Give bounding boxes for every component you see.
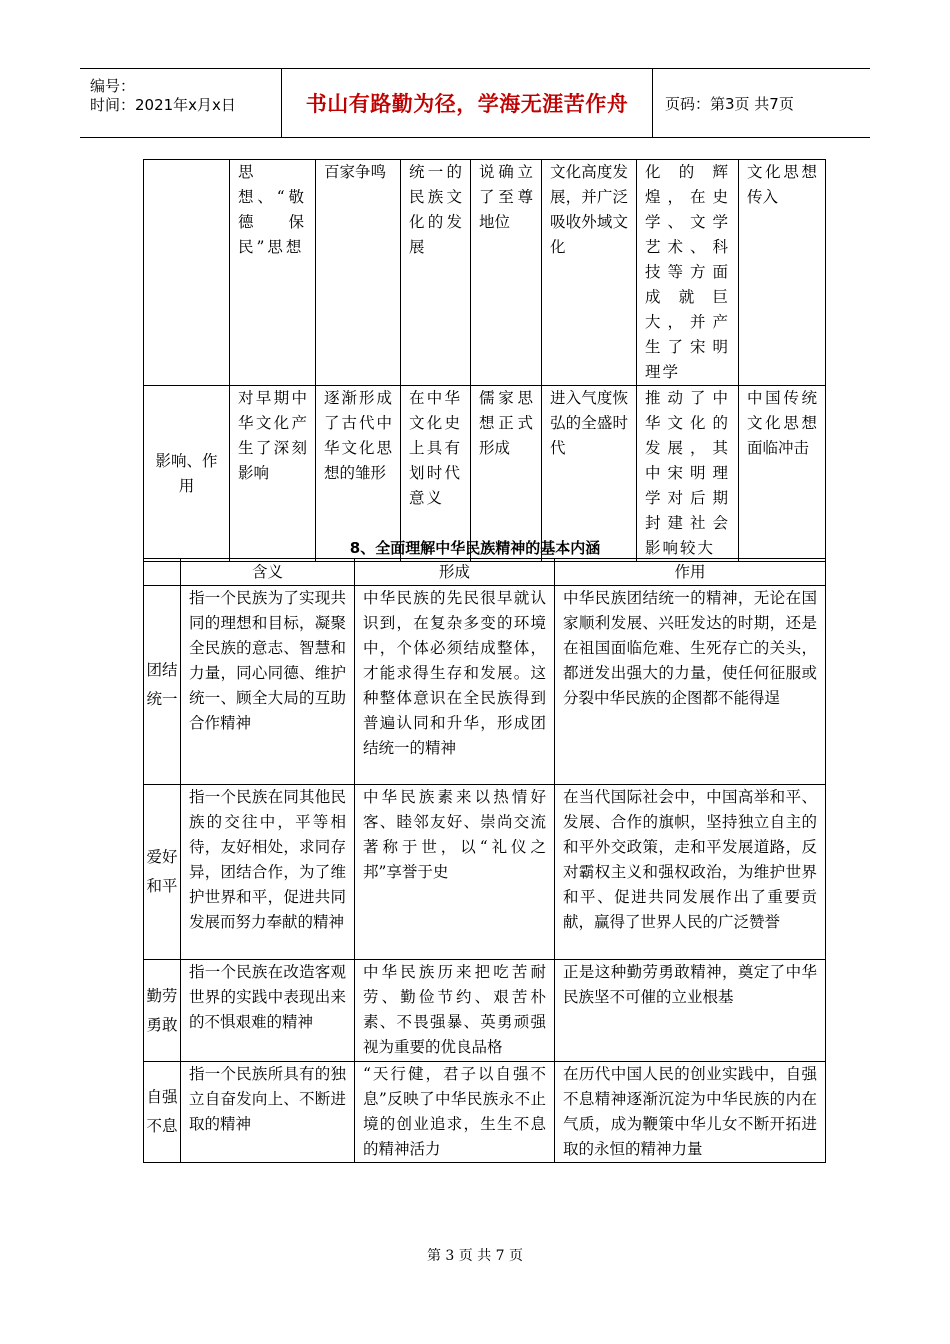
column-header: 作用 xyxy=(555,559,826,586)
document-date-label: 时间：2021年x月x日 xyxy=(90,96,236,114)
table-cell: 统一的民族文化的发展 xyxy=(401,160,471,386)
table-row xyxy=(144,1062,826,1163)
table-cell: 逐渐形成了古代中华文化思想的雏形 xyxy=(316,386,401,562)
table-cell: 在中华文化史上具有划时代意义 xyxy=(401,386,471,562)
culture-history-table xyxy=(143,159,826,562)
table-cell: 文化思想传入 xyxy=(739,160,826,386)
role-cell: 在历代中国人民的创业实践中，自强不息精神逐渐沉淀为中华民族的内在气质，成为鞭策中华儿女不断开拓进取的永恒的精神力量 xyxy=(555,1062,826,1163)
table-row xyxy=(144,960,826,1062)
document-number-label: 编号： xyxy=(90,77,136,95)
table-cell xyxy=(144,160,230,386)
row-label: 爱好和平 xyxy=(144,785,181,960)
formation-cell: “天行健，君子以自强不息”反映了中华民族永不止境的创业追求，生生不息的精神活力 xyxy=(355,1062,555,1163)
section-title: 8、全面理解中华民族精神的基本内涵 xyxy=(349,539,601,557)
role-cell: 在当代国际社会中，中国高举和平、发展、合作的旗帜，坚持独立自主的和平外交政策，走和平发展道路，反对霸权主义和强权政治，为维护世界和平、促进共同发展作出了重要贡献，赢得了世界人民的广泛赞誉 xyxy=(555,785,826,960)
row-label: 勤劳勇敢 xyxy=(144,960,181,1062)
meaning-cell: 指一个民族在同其他民族的交往中，平等相待，友好相处，求同存异，团结合作，为了维护世界和平，促进共同发展而努力奉献的精神 xyxy=(181,785,355,960)
table-row xyxy=(144,785,826,960)
role-cell: 正是这种勤劳勇敢精神，奠定了中华民族坚不可催的立业根基 xyxy=(555,960,826,1062)
table-cell: 文化高度发展，并广泛吸收外域文化 xyxy=(542,160,637,386)
table-cell: 进入气度恢弘的全盛时代 xyxy=(542,386,637,562)
table-cell: 思想、“敬德保民”思想 xyxy=(230,160,316,386)
page-footer: 第 3 页 共 7 页 xyxy=(426,1248,524,1264)
formation-cell: 中华民族的先民很早就认识到，在复杂多变的环境中，个体必须结成整体，才能求得生存和发展。这种整体意识在全民族得到普遍认同和升华，形成团结统一的精神 xyxy=(355,586,555,785)
table-cell: 对早期中华文化产生了深刻影响 xyxy=(230,386,316,562)
row-label: 团结统一 xyxy=(144,586,181,785)
table-cell: 化的辉煌，在史学、文学艺术、科技等方面成就巨大，并产生了宋明理学 xyxy=(637,160,739,386)
table-cell: 中国传统文化思想面临冲击 xyxy=(739,386,826,562)
header-page-cell xyxy=(653,69,870,137)
role-cell: 中华民族团结统一的精神，无论在国家顺利发展、兴旺发达的时期，还是在祖国面临危难、生死存亡的关头，都迸发出强大的力量，使任何征服或分裂中华民族的企图都不能得逞 xyxy=(555,586,826,785)
page-header xyxy=(80,68,870,138)
table-header-row xyxy=(144,559,826,586)
national-spirit-table xyxy=(143,558,826,1163)
column-header: 含义 xyxy=(181,559,355,586)
header-motto-cell xyxy=(282,69,653,137)
column-header: 形成 xyxy=(355,559,555,586)
motto-text: 书山有路勤为径，学海无涯苦作舟 xyxy=(305,92,629,116)
table-row xyxy=(144,586,826,785)
table-cell: 推动了中华文化的发展，其中宋明理学对后期封建社会影响较大 xyxy=(637,386,739,562)
column-header xyxy=(144,559,181,586)
formation-cell: 中华民族历来把吃苦耐劳、勤俭节约、艰苦朴素、不畏强暴、英勇顽强视为重要的优良品格 xyxy=(355,960,555,1062)
meaning-cell: 指一个民族为了实现共同的理想和目标，凝聚全民族的意志、智慧和力量，同心同德、维护统一、顾全大局的互助合作精神 xyxy=(181,586,355,785)
meaning-cell: 指一个民族在改造客观世界的实践中表现出来的不惧艰难的精神 xyxy=(181,960,355,1062)
row-label: 影响、作用 xyxy=(144,386,230,562)
meaning-cell: 指一个民族所具有的独立自奋发向上、不断进取的精神 xyxy=(181,1062,355,1163)
table-cell: 儒家思想正式形成 xyxy=(471,386,542,562)
table-row xyxy=(144,160,826,386)
row-label: 自强不息 xyxy=(144,1062,181,1163)
table-row xyxy=(144,386,826,562)
formation-cell: 中华民族素来以热情好客、睦邻友好、崇尚交流著称于世，以“礼仪之邦”享誉于史 xyxy=(355,785,555,960)
table-cell: 说确立了至尊地位 xyxy=(471,160,542,386)
table-cell: 百家争鸣 xyxy=(316,160,401,386)
header-meta-cell xyxy=(80,69,282,137)
page-info: 页码：第3页 共7页 xyxy=(665,94,794,113)
